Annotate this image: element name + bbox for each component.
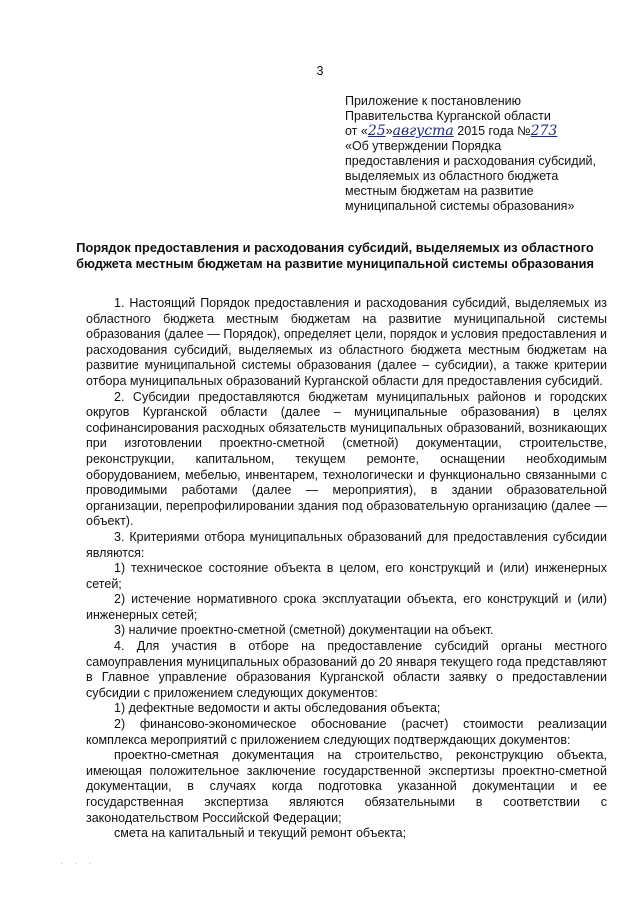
list-item: 2) финансово-экономическое обоснование (расчет) стоимости реализации комплекса мероприятий с приложением следующих подтверждающих документов: [86,717,607,747]
appendix-line: Приложение к постановлению [345,94,521,108]
list-item: 1) техническое состояние объекта в целом, его конструкций и (или) инженерных сетей; [86,561,607,591]
appendix-line: выделяемых из областного бюджета [345,169,559,183]
date-mid: » [385,124,393,138]
paragraph: 3. Критериями отбора муниципальных образований для предоставления субсидии являются: [86,529,607,560]
page-number: 3 [316,64,324,78]
appendix-line: «Об утверждении Порядка [345,139,502,153]
appendix-block [345,94,635,214]
list-item: смета на капитальный и текущий ремонт объекта; [114,826,407,841]
list-item: 3) наличие проектно-сметной (сметной) документации на объект. [114,623,494,638]
list-item: 1) дефектные ведомости и акты обследования объекта; [114,701,441,716]
appendix-line: Правительства Курганской области [345,109,551,123]
list-item: 2) истечение нормативного срока эксплуатации объекта, его конструкций и (или) инженерных сетей; [86,592,607,622]
appendix-line: предоставления и расходования субсидий, [345,154,597,168]
paragraph: 2. Субсидии предоставляются бюджетам муниципальных районов и городских округов Курганской области (далее – муниципальные образования) в целях софинансирования расходных обязательств муниципальных образований, возникающих при изготовлении проектно-сметной (сметной) документации, строительстве, реконструкции, капитальном, текущем ремонте, оснащении необходимым оборудованием, мебелью, инвентарем, технологически и функционально связанными с проводимыми работами (далее — мероприятия), в здании образовательной организации, перепрофилировании здания под образовательную организацию (далее — объект). [86,389,607,529]
document-title: Порядок предоставления и расходования субсидий, выделяемых из областного бюджета местным бюджетам на развитие муниципальной системы образования [76,240,594,271]
list-item: проектно-сметная документация на строительство, реконструкцию объекта, имеющая положительное заключение государственной экспертизы проектно-сметной документации, в случаях когда подготовка указанной документации и ее государственная экспертиза являются обязательными в соответствии с законодательством Российской Федерации; [86,748,607,825]
scan-specks: · · · [60,858,96,869]
document-body [86,296,607,842]
handwritten-number: 273 [530,123,558,139]
year-text: 2015 года № [453,124,531,138]
handwritten-month: августа [392,123,454,139]
date-prefix: от « [345,124,368,138]
appendix-line: муниципальной системы образования» [345,199,575,213]
paragraph: 1. Настоящий Порядок предоставления и расходования субсидий, выделяемых из областного бюджета местным бюджетам на развитие муниципальной системы образования (далее — Порядок), определяет цели, порядок и условия предоставления и расходования субсидий, выделяемых из областного бюджета местным бюджетам на развитие муниципальной системы образования (далее – субсидии), а также критерии отбора муниципальных образований Курганской области для предоставления субсидий. [86,296,607,388]
appendix-date-line [345,124,635,139]
paragraph: 4. Для участия в отборе на предоставление субсидий органы местного самоуправления муниципальных образований до 20 января текущего года представляют в Главное управление образования Курганской области заявку о предоставлении субсидии с приложением следующих документов: [86,639,607,700]
appendix-line: местным бюджетам на развитие [345,184,534,198]
handwritten-day: 25 [367,123,386,139]
